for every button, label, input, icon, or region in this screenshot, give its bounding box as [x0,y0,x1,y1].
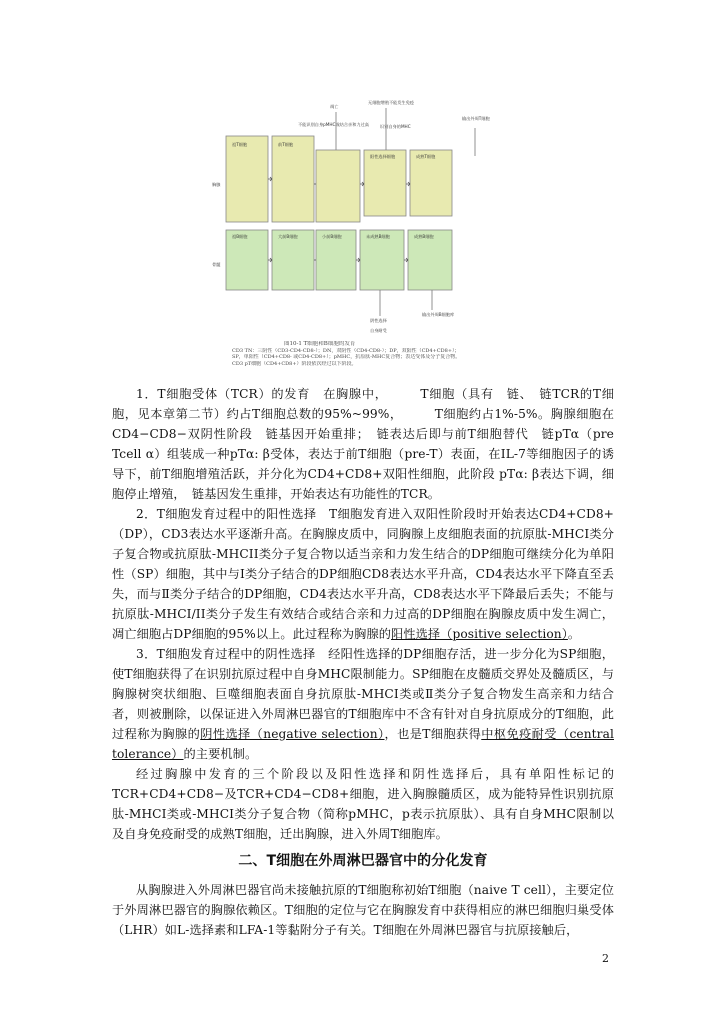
fig-top-label: 输出外周T细胞 [462,116,490,121]
paragraph-mature-t-cells [112,764,614,844]
fig-bottom-label: 输出外周B细胞库 [422,312,455,317]
fig-row-label: 胸腺 [212,182,221,187]
figure-caption-title: 图10-1 T细胞和B细胞的发育 [284,341,356,347]
fig-bottom-label: 阴性选择 [370,318,387,323]
fig-top-label: 识别自身的MHC [380,124,411,129]
text-line: 分子复合物或抗原肽-MHCII类分子复合物以适当亲和力发生结合的DP细胞可继续分化为 [112,527,614,561]
figure-caption-line: CD3 TN：三阴性（CD3-CD4-CD8-）；DN，双阴性（CD4-CD8-）；DP，双阳性（CD4+CD8+）； [232,347,460,354]
text-line: 结合者，则被删除，以保证进入外周淋巴器官的T细胞库中不含有针对自身抗原成分的T [112,687,614,721]
text-line: 胞，使T细胞获得了在识别抗原过程中自身MHC限制能力。SP细胞在皮髓质交界处及髓质 [112,647,614,681]
text-line: 巢受体（LHR）如L-选择素和LFA-1等黏附分子有关。T细胞在外周淋巴器官与抗原接触后， [112,903,614,937]
text-line: 导下，前T细胞增殖活跃，并分化为CD4+CD8+双阳性细胞，此阶段 pTα: β表达下调，细 [112,467,614,481]
page-number: 2 [602,952,609,965]
text-line: 降直至丢失，而与Ⅱ类分子结合的DP细胞，CD4表达水平升高，CD8表达水平下降最后 [112,567,614,601]
text-fragment: 。 [567,627,581,641]
text-fragment: ，也是T细胞获得 [384,727,482,741]
fig-box-head: 祖T细胞 [232,142,248,147]
text-line: 区，与胸腺树突状细胞、巨噬细胞表面自身抗原肽-MHCI类或Ⅱ类分子复合物发生高亲和力 [112,667,614,701]
fig-box-head: 小前B细胞 [322,234,342,239]
text-line: 中发生凋亡，凋亡细胞占DP细胞的95%以上。此过程称为胸腺的 [112,607,614,641]
fig-box-head: 前T细胞 [278,142,294,147]
section-heading: 二、T细胞在外周淋巴器官中的分化发育 [238,853,488,869]
fig-box-head: 成熟B细胞 [414,234,434,239]
figure-diagram [200,94,524,344]
text-line: 3．T细胞发育过程中的阴性选择 经阳性选择的DP细胞存活，进一步分化为SP细 [136,647,590,661]
text-line: MHCI类或-MHCI类分子复合物（简称pMHC，p表示抗原肽）、具有自身MHC限制以及 [112,807,614,841]
figure-caption-line: CD3 pT细胞（CD4+CD8+）阶段依次经过以下阶段。 [232,360,357,367]
text-line: 细胞，此过程称为胸腺的 [112,707,614,741]
text-line: 经过胸腺中发育的三个阶段以及阳性选择和阴性选择后，具有单阳性标记的 [136,767,614,781]
text-line: 从胸腺进入外周淋巴器官尚未接触抗原的T细胞称初始T细胞（naive T cell），主要 [136,883,590,897]
text-line: （DP），CD3表达水平逐渐升高。在胸腺皮质中，同胸腺上皮细胞表面的抗原肽-MHCI类 [112,527,602,541]
text-line: CD4−CD8−双阴性阶段 链基因开始重排； 链表达后即与前T细胞替代 链pTα（pre T [112,427,614,461]
text-line: 胞，见本章第二节）约占T细胞总数的95%~99%， T细胞约占1%-5%。胸腺细胞在 [112,407,614,421]
figure-caption-line: SP，单阳性（CD4+CD8- 或CD4-CD8+）；pMHC，抗原肽-MHC复合物；表达受体及分子复合物。 [232,354,461,360]
text-line: 丢失；不能与抗原肽-MHCI/II类分子发生有效结合或结合亲和力过高的DP细胞在胸腺皮质 [112,587,614,621]
text-line: cell α）组装成一种pTα: β受体，表达于前T细胞（pre-T）表面，在IL-7等细胞因子的诱 [119,447,614,461]
fig-bottom-label: 自身耐受 [370,328,387,333]
text-line: 单阳性（SP）细胞，其中与Ⅰ类分子结合的DP细胞CD8表达水平升高，CD4表达水平下 [112,547,614,581]
document-body [112,384,614,940]
fig-box-head: 阳性选择细胞 [370,154,396,159]
term-positive-selection: 阳性选择（positive selection） [391,627,568,641]
term-central-tolerance: 中枢免疫耐受（central tolerance） [112,727,614,761]
fig-top-label: 凋亡 [330,104,339,109]
text-line: 1．T细胞受体（TCR）的发育 在胸腺中， T细胞（具有 链、 链TCR的T细 [136,387,614,401]
development-figure [200,94,524,370]
fig-row-label: 骨髓 [212,262,221,267]
text-line: 定位于外周淋巴器官的胸腺依赖区。T细胞的定位与它在胸腺发育中获得相应的淋巴细胞归 [112,883,614,917]
fig-box-head: 祖B细胞 [232,234,248,239]
fig-box-head: 未成熟B细胞 [366,234,390,239]
text-line: 胞停止增殖， 链基因发生重排，开始表达有功能性的TCR。 [112,487,441,501]
fig-top-label: 无细胞增殖不能发生免疫 [368,100,415,105]
text-line: 自身免疫耐受的成熟T细胞，迁出胸腺，进入外周T细胞库。 [124,827,448,841]
paragraph-tcr-development [112,384,614,504]
paragraph-positive-selection [112,504,614,644]
text-fragment: 的主要机制。 [183,747,258,761]
text-line: 2．T细胞发育过程中的阳性选择 T细胞发育进入双阳性阶段时开始表达CD4+CD8+ [136,507,614,521]
term-negative-selection: 阴性选择（negative selection） [200,727,385,741]
fig-box-head: 成熟T细胞 [416,154,436,159]
paragraph-negative-selection [112,644,614,764]
figure-caption [232,341,502,367]
fig-box-head: 大前B细胞 [278,234,298,239]
text-line: TCR+CD4+CD8−及TCR+CD4−CD8+细胞，进入胸腺髓质区，成为能特异性识别抗原肽- [112,787,614,821]
paragraph-peripheral [112,880,614,940]
fig-top-label: 不能识别自身pMHC或结合亲和力过高 [298,122,369,127]
